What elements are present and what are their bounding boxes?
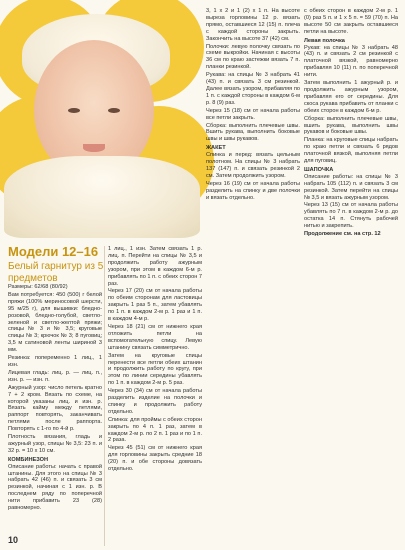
paragraph: Описание работы: начать с правой штанины. Для этого на спицы № 3 набрать 42 (46) п. и связать 3 см резинкой, начиная с 1 изн. р. В последнем ряду по поперечной нити прибавить 23 (28) равномерно. xyxy=(8,463,102,512)
model-subtitle: Белый гарнитур из 5 предметов xyxy=(8,261,104,284)
mouth xyxy=(83,144,105,152)
paragraph: Размеры: 62/68 (80/92) xyxy=(8,284,68,290)
baby-blanket xyxy=(4,156,200,238)
column-right xyxy=(206,8,300,202)
column-far-right xyxy=(304,8,398,239)
paragraph: Через 13 (15) см от начала работы убавлять по 7 п. в каждом 2-м р. до остатка 14 п. Стянуть рабочей нитью и закрепить. xyxy=(304,202,398,230)
section-heading: ШАПОЧКА xyxy=(304,166,334,173)
paragraph: Рукава: на спицы № 3 набрать 41 (43) п. и связать 3 см резинкой. Далее вязать узором, прибавляя по 1 п. с каждой стороны в каждом 6-м р. 8 (9) раз. xyxy=(206,72,300,106)
paragraph: Рукав: на спицы № 3 набрать 48 (43) п. и связать 2 см резинкой с платочной вязкой, равномерно прибавляя 10 (11) п. по поперечной нити. xyxy=(304,44,398,79)
paragraph: Ажурный узор: число петель кратно 7 + 2 кром. Вязать по схеме, на которой указаны лиц. и изн. р. Вязать кайму между петлями, раппорт повторять, заканчивать петлями после раппорта. Повторять с 1-го по 4-й р. xyxy=(8,384,102,433)
eye xyxy=(108,108,120,113)
paragraph: Сборка: выполнить плечевые швы. Вшить рукава, выполнить боковые швы и швы рукавов. xyxy=(206,122,300,143)
section-heading: КОМБИНЕЗОН xyxy=(8,456,49,463)
page-number: 10 xyxy=(8,535,19,545)
paragraph: Спинка и перед: вязать цельным полотном. На спицы № 3 набрать 137 (147) п. и связать резинкой 2 см. Затем продолжить узором. xyxy=(206,152,300,179)
paragraph: Вам потребуется: 450 (500) г белой пряжи (100% мериносовой шерсти, 95 м/25 г), для вышивки: бледно-розовой, бледно-голубой, светло-зеленой и светло-желтой пряжи; спицы № 3 и № 3,5; круговые спицы № 3; крючок № 3; 8 пуговиц; 3,5 м сатиновой ленты шириной 3 мм. xyxy=(8,291,102,354)
paragraph: Полочки: левую полочку связать по схеме выкройки. Начиная с высоты 36 см по краю застежки вязать 7 п. планки резинкой. xyxy=(206,43,300,71)
column-middle xyxy=(108,246,202,474)
paragraph: 1 лиц., 1 изн. Затем связать 1 р. лиц. п. Перейти на спицы № 3,5 и продолжить работу ажурным узором, при этом в каждом 6-м р. прибавлять по 1 п. с обеих сторон 7 раз. xyxy=(108,246,202,287)
paragraph: Затем выполнить 1 ажурный р. и продолжить ажурным узором, прибавляя его от середины. Для скоса рукава прибавить от планки с обеих сторон в каждом 6-м р. xyxy=(304,80,398,114)
paragraph: Через 16 (19) см от начала работы разделить на спинку и две полочки и вязать отдельно. xyxy=(206,180,300,201)
paragraph: Плотность вязания, гладь и ажурный узор, спицы № 3,5: 23 п. и 32 р. = 10 х 10 см. xyxy=(8,434,102,454)
paragraph: Затем на круговые спицы перенести все петли обеих штанин и продолжить работу по кругу, при этом по линии середины убавлять по 1 п. в каждом 2-м р. 5 раз. xyxy=(108,352,202,387)
paragraph: Сборка: выполнить плечевые швы, вшить рукава, выполнить швы рукавов и боковые швы. xyxy=(304,115,398,136)
model-title: Модели 12–16 xyxy=(8,244,99,259)
paragraph: 3, 1 х 2 и 1 (2) х 1 п. На высоте выреза горловины 12 р. вязать прямо, оставшиеся 12 (15) п. плеча с каждой стороны закрыть. Закончить на высоте 37 (42) см. xyxy=(206,8,300,42)
eye xyxy=(68,108,80,113)
column-divider xyxy=(104,246,105,546)
section-heading: ЖАКЕТ xyxy=(206,145,226,152)
baby-photo xyxy=(4,6,200,238)
paragraph: Через 17 (20) см от начала работы по обеим сторонам для ластовицы закрыть 1 раз 5 п., затем убавлять по 1 п. в каждом 2-м р. 1 раз и 1 п. в каждом 4-м р. xyxy=(108,288,202,323)
paragraph: Через 18 (21) см от нижнего края отложить петли на вспомогательную спицу. Левую штанину связать симметрично. xyxy=(108,323,202,351)
paragraph: Описание работы: на спицы № 3 набрать 105 (112) п. и связать 3 см резинкой. Затем перейти на спицы № 3,5 и вязать ажурным узором. xyxy=(304,173,398,201)
paragraph: Спинка: для проймы с обеих сторон закрыть по 4 п. 1 раз, затем в каждом 2-м р. по 2 п. 1 раз и по 1 п. 2 раза. xyxy=(108,416,202,444)
section-heading: Левая полочка xyxy=(304,37,345,44)
paragraph: Через 30 (34) см от начала работы разделить изделие на полочки и спинку и продолжить работу отдельно. xyxy=(108,388,202,415)
paragraph: с обеих сторон в каждом 2-м р. 1 (0) раз 5 п. и 1 х 5 п. = 59 (70) п. На высоте 50 см закрыть оставшиеся петли на высоте. xyxy=(304,8,398,35)
continued-note: Продолжение см. на стр. 12 xyxy=(304,231,381,238)
paragraph: Резинка: попеременно 1 лиц., 1 изн. xyxy=(8,355,102,368)
paragraph: Через 15 (18) см от начала работы все петли закрыть. xyxy=(206,107,300,121)
paragraph: Через 45 (51) см от нижнего края для горловины закрыть средние 18 (20) п. и обе стороны довязать отдельно. xyxy=(108,445,202,473)
paragraph: Планка: на круговые спицы набрать по краю петли и связать 6 рядов платочной вязкой, выполняя петли для пуговиц. xyxy=(304,137,398,165)
column-left xyxy=(8,284,102,513)
paragraph: Лицевая гладь: лиц. р. — лиц. п., изн. р. — изн. п. xyxy=(8,369,102,383)
